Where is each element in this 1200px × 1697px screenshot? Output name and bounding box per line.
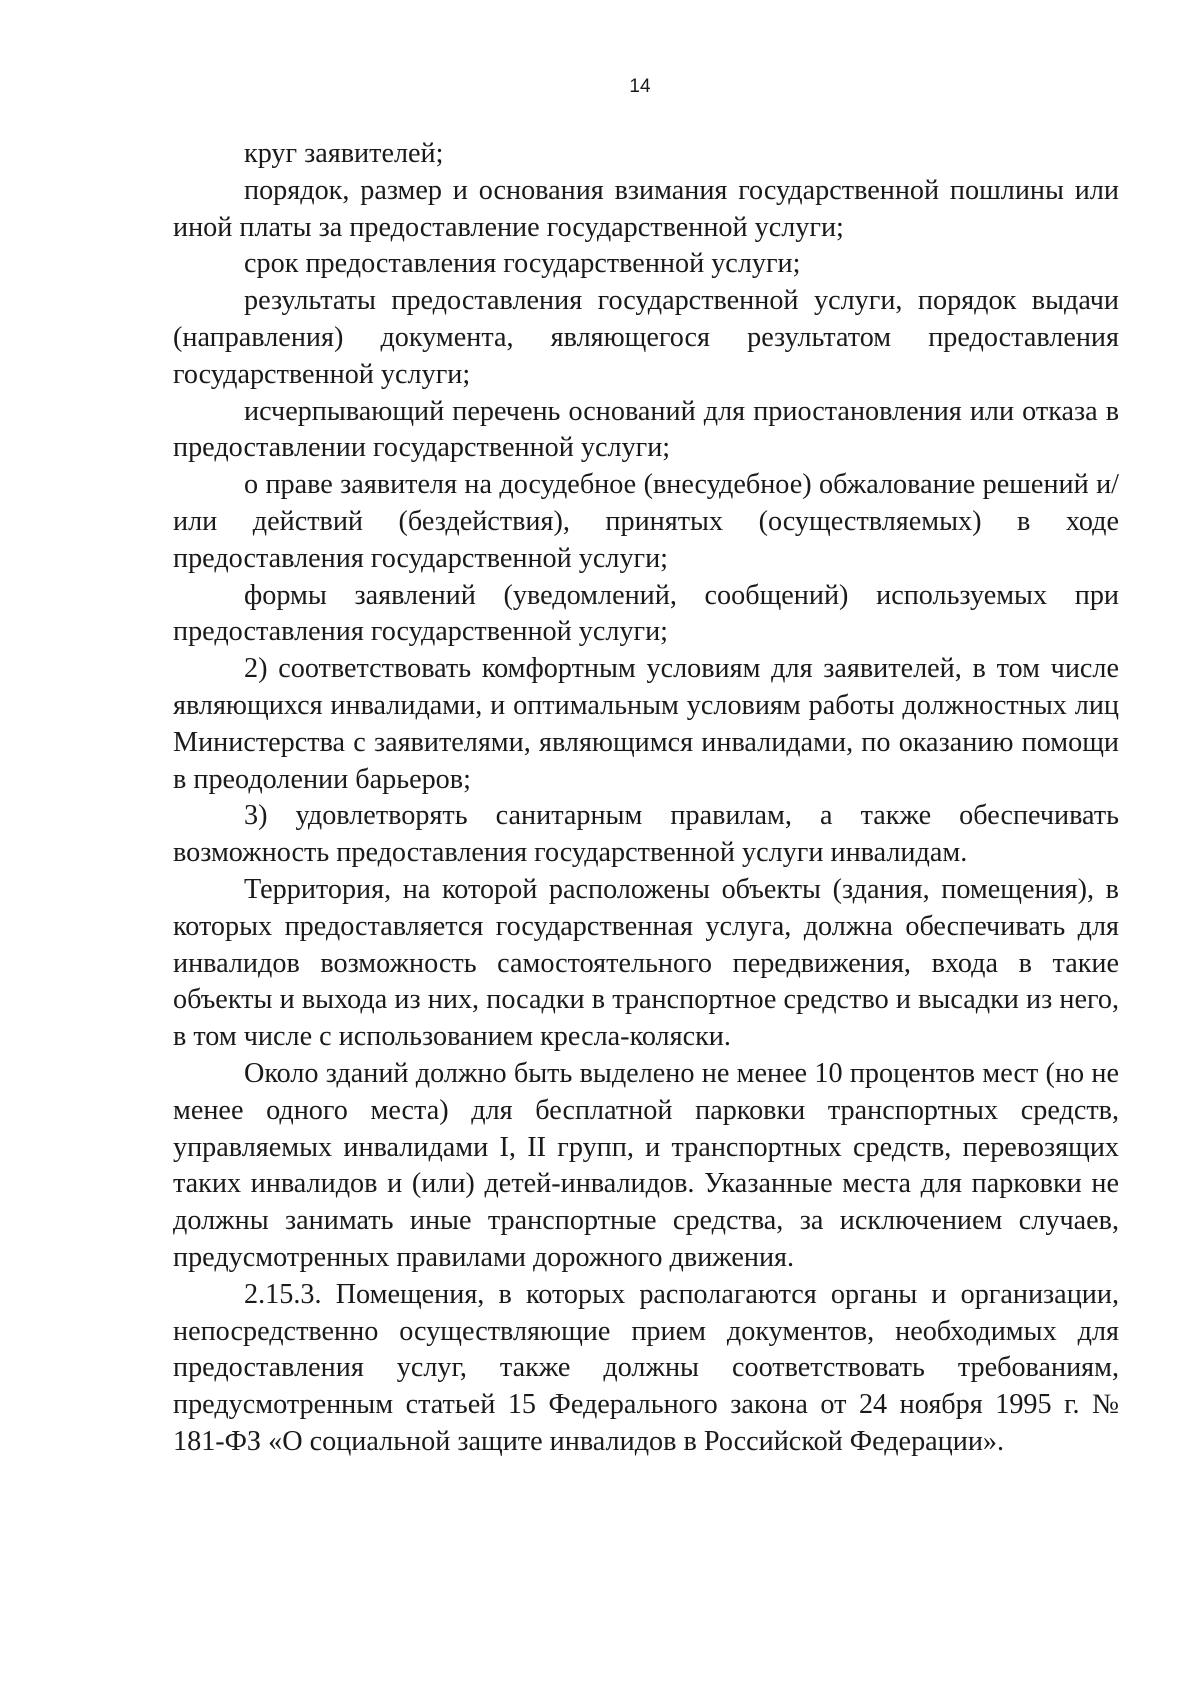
paragraph: Около зданий должно быть выделено не менее 10 процентов мест (но не менее одного места) для бесплатной парковки транспортных средств, управляемых инвалидами I, II групп, и транспортных средств, перевозящих таких инвалидов и (или) детей-инвалидов. Указанные места для парковки не должны занимать иные транспортные средства, за исключением случаев, предусмотренных правилами дорожного движения. [173, 1057, 1119, 1273]
paragraph: исчерпывающий перечень оснований для приостановления или отказа в предоставлении государственной услуги; [173, 395, 1119, 464]
paragraph: 2.15.3. Помещения, в которых располагаются органы и организации, непосредственно осуществляющие прием документов, необходимых для предоставления услуг, также должны соответствовать требованиям, предусмотренным статьей 15 Федерального закона от 24 ноября 1995 г. № 181-ФЗ «О социальной защите инвалидов в Российской Федерации». [173, 1278, 1119, 1457]
paragraph: порядок, размер и основания взимания государственной пошлины или иной платы за предоставление государственной услуги; [173, 174, 1119, 243]
document-body [173, 136, 1119, 1461]
paragraph: 2) соответствовать комфортным условиям для заявителей, в том числе являющихся инвалидами, и оптимальным условиям работы должностных лиц Министерства с заявителями, являющимся инвалидами, по оказанию помощи в преодолении барьеров; [173, 653, 1119, 795]
paragraph: Территория, на которой расположены объекты (здания, помещения), в которых предоставляется государственная услуга, должна обеспечивать для инвалидов возможность самостоятельного передвижения, входа в такие объекты и выхода из них, посадки в транспортное средство и высадки из него, в том числе с использованием кресла-коляски. [173, 873, 1119, 1053]
page-number: 14 [629, 76, 651, 97]
paragraph: срок предоставления государственной услуги; [244, 248, 801, 280]
paragraph: 3) удовлетворять санитарным правилам, а также обеспечивать возможность предоставления государственной услуги инвалидам. [173, 800, 1119, 869]
paragraph: результаты предоставления государственной услуги, порядок выдачи (направления) документа, являющегося результатом предоставления государственной услуги; [173, 285, 1119, 390]
paragraph: о праве заявителя на досудебное (внесудебное) обжалование решений и/или действий (бездействия), принятых (осуществляемых) в ходе предоставления государственной услуги; [173, 469, 1119, 574]
paragraph: формы заявлений (уведомлений, сообщений) используемых при предоставления государственной услуги; [173, 579, 1119, 648]
paragraph: круг заявителей; [244, 138, 444, 169]
